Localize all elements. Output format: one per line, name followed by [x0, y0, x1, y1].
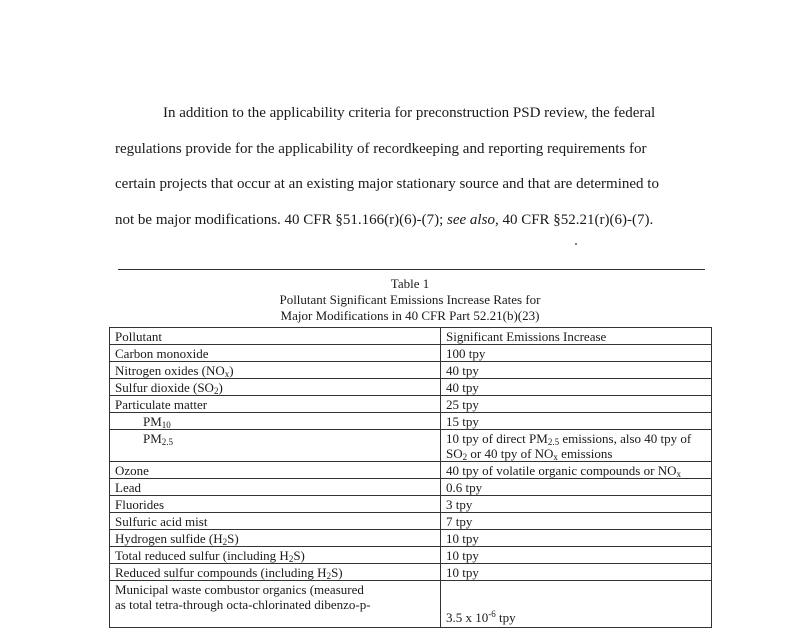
pollutant-cell: Municipal waste combustor organics (measured as total tetra-through octa-chlorinated dibenzo-p-: [110, 581, 441, 628]
increase-cell: 15 tpy: [441, 413, 712, 430]
header-cell: Significant Emissions Increase: [441, 328, 712, 345]
table-row: [110, 413, 712, 430]
table-row: [110, 379, 712, 396]
table-row: [110, 581, 712, 628]
increase-cell: 10 tpy of direct $PM_{2.5}$ emissions, also 40 tpy of $SO_2$ or 40 tpy of $NO_x$ emissions: [441, 430, 712, 462]
pollutant-cell: Hydrogen sulfide $(H_2S)$: [110, 530, 441, 547]
paragraph-line: certain projects that occur at an existing major stationary source and that are determined to: [115, 176, 659, 193]
citation-tail: , 40 CFR §52.21(r)(6)-(7).: [494, 211, 654, 228]
paragraph-line: [115, 203, 695, 239]
body-paragraph: [115, 96, 695, 238]
increase-cell: 0.6 tpy: [441, 479, 712, 496]
horizontal-rule: [118, 269, 705, 270]
emissions-table: [109, 327, 712, 628]
table-row: [110, 396, 712, 413]
table-row: [110, 547, 712, 564]
pollutant-cell: Total reduced sulfur (including $H_2S$): [110, 547, 441, 564]
increase-cell: 3.5 x $10^{-6}$ tpy: [441, 581, 712, 628]
table-caption: [110, 276, 710, 324]
pollutant-cell: $PM_{10}$: [110, 413, 441, 430]
pollutant-cell: Particulate matter: [110, 396, 441, 413]
stray-mark: [575, 243, 577, 245]
increase-cell: 25 tpy: [441, 396, 712, 413]
table-row: [110, 479, 712, 496]
pollutant-cell: Lead: [110, 479, 441, 496]
table-row: [110, 345, 712, 362]
table-row: [110, 496, 712, 513]
increase-cell: 3 tpy: [441, 496, 712, 513]
table-header-row: [110, 328, 712, 345]
paragraph-line: In addition to the applicability criteria for preconstruction PSD review, the federal: [163, 105, 656, 121]
increase-cell: 100 tpy: [441, 345, 712, 362]
citation-text: not be major modifications. 40 CFR §51.166(r)(6)-(7);: [115, 211, 448, 228]
table-title: Table 1: [390, 276, 430, 291]
table-subtitle: Major Modifications in 40 CFR Part 52.21(b)(23): [280, 308, 540, 323]
table-row: [110, 462, 712, 479]
table-row: [110, 513, 712, 530]
pollutant-cell: $PM_{2.5}$: [110, 430, 441, 462]
increase-cell: 40 tpy: [441, 362, 712, 379]
increase-cell: 10 tpy: [441, 547, 712, 564]
header-cell: Pollutant: [110, 328, 441, 345]
paragraph-line: regulations provide for the applicability of recordkeeping and reporting requirements for: [115, 140, 647, 157]
pollutant-cell: Fluorides: [110, 496, 441, 513]
pollutant-cell: Nitrogen oxides $(NO_x)$: [110, 362, 441, 379]
table-row: [110, 564, 712, 581]
increase-cell: 7 tpy: [441, 513, 712, 530]
increase-cell: 40 tpy of volatile organic compounds or $NO_x$: [441, 462, 712, 479]
pollutant-cell: Ozone: [110, 462, 441, 479]
pollutant-cell: Sulfuric acid mist: [110, 513, 441, 530]
increase-cell: 10 tpy: [441, 564, 712, 581]
table-row: [110, 530, 712, 547]
pollutant-cell: Sulfur dioxide $(SO_2)$: [110, 379, 441, 396]
pollutant-cell: Reduced sulfur compounds (including $H_2S$): [110, 564, 441, 581]
see-also-text: see also: [447, 211, 495, 228]
increase-cell: 10 tpy: [441, 530, 712, 547]
table-row: [110, 362, 712, 379]
pollutant-cell: Carbon monoxide: [110, 345, 441, 362]
table-subtitle: Pollutant Significant Emissions Increase Rates for: [279, 292, 541, 307]
increase-cell: 40 tpy: [441, 379, 712, 396]
table-row: [110, 430, 712, 462]
